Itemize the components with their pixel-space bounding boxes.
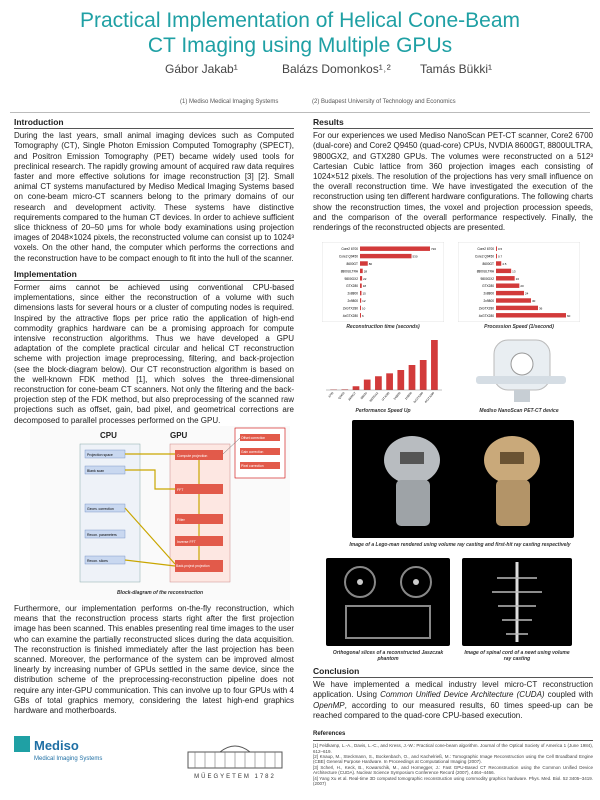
bar [397,370,404,390]
svg-text:Mediso: Mediso [34,738,79,753]
svg-text:Pixel correction: Pixel correction [241,464,264,468]
bar [353,386,360,390]
lego-caption: Image of a Lego-man rendered using volume ray casting and first-hit ray casting respectively [349,542,571,548]
bar-value-label: 15 [362,291,366,296]
reference-1: [1] Feldkamp, L.-A., Davis, L.-C., and Kress, J.-W.: Practical cone-beam algorithm. Journal of the Optical Society of America 1 (June 1984), 612–619. [313,743,593,754]
chart-recon-time [322,242,444,322]
bar-value-label: 22 [363,276,367,281]
intro-heading: Introduction [14,117,294,129]
block-diagram [30,426,290,600]
bar [360,283,362,287]
gpu-label: GPU [170,431,188,440]
bar-value-label: 0.7 [498,254,503,259]
spine-image [462,558,572,646]
svg-text:Blank scan: Blank scan [87,469,105,473]
bar [431,340,438,390]
bar-value-label: 20 [520,284,524,289]
reference-4: [4] Yang Xu et al. Real-time 3D computed tomographic reconstruction using commodity graphics hardware. Phys. Med. Biol. 52 3405–3419. (2007) [313,775,593,787]
bar-label: 2x9800 [403,391,413,401]
bar [496,254,497,258]
bar-value-label: 13 [512,269,516,274]
diagram-caption: Block-diagram of the reconstruction [116,590,204,596]
pet-ct-device-image [466,336,576,406]
left-column [14,117,294,431]
spine-caption: Image of spinal cord of a newt using volume ray casting [464,650,570,662]
bar-value-label: 28 [363,269,368,274]
bar-value-label: 0.5 [498,247,503,252]
device-caption: Mediso NanoScan PET-CT device [479,408,559,414]
bar-label: 2x8800 [483,291,494,296]
bar [364,380,371,390]
right-column [313,117,593,238]
references-section [313,729,593,786]
bar [386,373,393,390]
author-3: Tamás Bükki¹ [420,62,493,76]
chart-procession-speed [458,242,580,322]
svg-text:Back-project projection: Back-project projection [176,564,210,568]
bar-value-label: 12 [362,298,366,303]
svg-text:Recon. slices: Recon. slices [87,559,108,563]
bar-label: 2xGTX280 [478,306,494,311]
svg-text:MŰEGYETEM 1782: MŰEGYETEM 1782 [194,774,276,780]
slices-caption: Orthogonal slices of a reconstructed Jaszczak phantom [332,650,444,662]
svg-text:Projection space: Projection space [87,453,113,457]
conclusion-section [313,666,593,726]
bar-label: 2x9800 [347,298,358,303]
chart-speedup [322,336,444,406]
svg-text:FFT: FFT [177,488,184,492]
bme-logo [170,736,300,782]
author-2: Balázs Domonkos¹˒² [282,62,391,76]
bar-label: Q9450 [337,391,346,401]
lego-renders-image [352,420,574,538]
bar-label: 8800ULTRA [340,269,358,274]
results-text: For our experiences we used Mediso NanoScan PET-CT scanner, Core2 6700 (dual-core) and Core2 Q9450 (quad-core) CPUs, NVDIA 8600GT, 8800ULTRA, 9800GX2, and GTX280 GPUs. The volumes were reconstructed on a 512³ Cartesian Cubic lattice from 360 projection images each consisting of 1024×512 pixels. The resolution of the projections has very small influence on the overall reconstruction time. We have investigated the execution of the reconstruction using ten different hardware configurations. The following charts show the reconstruction times, the voxel and projection procession speeds, and the comparison of the overall performance respectively. Finally, the renderings of the reconstructed objects are presented. [313,131,593,233]
cpu-label: CPU [100,431,117,440]
bar [409,365,416,390]
bar-value-label: 80 [368,261,373,266]
bar [360,306,361,310]
chart3-caption: Performance Speed Up [355,408,411,414]
impl-heading: Implementation [14,269,294,281]
bar-label: 8800U [359,391,368,400]
bar-label: 8600GT [347,391,357,402]
bar-label: Core2 Q9450 [338,254,358,259]
mediso-logo [14,730,124,770]
bar-label: Core2 Q9450 [474,254,494,259]
bar-label: 4xGTX280 [342,313,358,318]
bar-label: Core2 6700 [477,247,494,252]
svg-text:Filter: Filter [177,518,185,522]
bar [420,360,427,390]
bar-value-label: 10 [362,306,366,311]
bar-label: Core2 6700 [341,247,358,252]
bar-value-label: 30 [532,298,536,303]
bar-label: 8600GT [482,261,494,266]
intro-text: During the last years, small animal imaging devices such as Computed Tomography (CT), Single Photon Emission Computed Tomography (SPECT), and Positron Emission Tomography (PET) became widely used tools for preclinical research. The rapidly growing amount of acquired raw data requires faster and more effective solutions for image reconstruction [3] [2]. Small animal CT systems manufactured by Mediso Medical Imaging Systems based on cone-beam micro-CT scanners belong to the primary domains of our research and development activity. These systems have distinctive requirements compared to the human CT devices. In order to achieve sufficient slice thickness of 20–50 μms for whole body examinations using projection images of 2048×1024 pixels, the reconstructed volume can consist up to 1024³ voxels. On the other hand, the computer which performs the corrections and the reconstruction have to be compact enough to fit into the hull of the scanner. [14,131,294,263]
bar-value-label: 16 [515,276,520,281]
bar [496,291,524,295]
bar-label: 9800GX2 [480,276,494,281]
bar [360,313,361,317]
svg-text:Inverse FFT: Inverse FFT [177,540,196,544]
conclusion-text: We have implemented a medical industry level micro-CT reconstruction application. Using Common Unified Device Architecture (CUDA) coupled with OpenMP, according to our measured results, 60 times speed-up can be reached compared to the quad-core CPU-based execution. [313,680,593,720]
bar-label: 4xGTX280 [478,313,494,318]
title-line-2: CT Imaging using Multiple GPUs [147,34,453,57]
chart1-caption: Reconstruction time (seconds) [346,324,420,330]
bar [360,254,412,258]
bar [496,298,531,302]
bar [360,246,430,250]
bar [360,261,368,265]
affiliation-2: (2) Budapest University of Technology and Economics [312,99,456,105]
bar [360,298,361,302]
references-heading: References [313,729,593,741]
bar-label: 9800GX2 [344,276,358,281]
impl-text: Former aims cannot be achieved using conventional CPU-based implementations, since either the reconstruction of a volume with such dimensions lasts for several hours or a cluster of computing nodes is required. Inspired by the attractive flops per price ratio the application of high-end commodity graphics hardware can be a promising approach for compute intensive reconstruction algorithms. Thus we have developed a GPU adaptation of the complete practical circular and helical CT reconstruction scheme with projection image preprocessing, filtering, and back-projection (see the block-diagram below). Our CT reconstruction algorithm is based on the well-known FDK method [1], which solves the three-dimensional reconstruction for cone-beam CT scanners. Not only the filtering and the back-projection step of the FDK method, but also preprocessing of the scanned raw projections such as offset, gain, bad pixel, and geometrical corrections are decomposed to parallel processes performed on the GPU. [14,283,294,425]
poster-title [0,8,600,58]
bar-value-label: 530 [412,254,418,259]
bar-label: 2x8800 [347,291,358,296]
svg-text:Geom. correction: Geom. correction [87,507,114,511]
bar-label: 2x9800 [483,298,494,303]
left-column-2 [14,604,294,721]
svg-text:Compute projection: Compute projection [177,454,208,458]
title-line-1: Practical Implementation of Helical Cone-Beam [79,9,521,32]
conclusion-heading: Conclusion [313,666,593,678]
bar-label: 8800ULTRA [476,269,494,274]
bar-label: 6700 [327,391,335,399]
affiliation-1: (1) Mediso Medical Imaging Systems [180,99,279,105]
bar-label: 2x8800 [392,391,402,401]
jaszczak-slices-image [326,558,450,646]
chart2-caption: Procession Speed (1/second) [484,324,554,330]
bar-value-label: 60 [567,313,571,318]
svg-text:Recon. parameters: Recon. parameters [87,533,117,537]
bar-value-label: 4.5 [502,261,507,266]
bar-value-label: 720 [431,247,437,252]
header-divider [10,112,590,113]
bar [360,291,361,295]
bar-label: 2xGTX280 [342,306,358,311]
reference-3: [3] Scherl, H., Keck, B., Kowarschik, M., and Hornegger, J.: Fast GPU-Based CT Reconstruction using the Common Unified Device Architecture (CUDA). Nuclear Science Symposium Conference Record (2007), 4464–4466. [313,764,593,776]
bar-value-label: 36 [539,306,543,311]
bar [360,269,363,273]
bar [360,276,362,280]
author-1: Gábor Jakab¹ [165,62,238,76]
bar [375,376,382,390]
bar-label: GTX280 [380,391,391,402]
bar [496,246,497,250]
bar-value-label: 18 [362,284,367,289]
reference-2: [2] Knaup, M., Steckmann, S., Bockenbach, O., and Kachelrieß, M.: Tomographic Image Reconstruction using the Cell Broadband Engine (CBE) General Purpose Hardware. In Proceedings at Computational Imaging (2007). [313,754,593,765]
bar-value-label: 6 [362,313,364,318]
svg-text:Offset correction: Offset correction [241,436,266,440]
bar-label: GTX280 [482,284,494,289]
svg-text:Medical Imaging Systems: Medical Imaging Systems [34,756,103,762]
impl-text-2: Furthermore, our implementation performs on-the-fly reconstruction, which means that the reconstruction process starts right after the first projection image has been scanned. This enables presenting real time images to the user who can examine the partially reconstructed slices during the data acquisition. The reconstruction is finished immediately after the last projection has been scanned. Moreover, the performance of the system can be improved almost linearly by increasing number of GPUs settled in the same device, since the distribution scheme of the preprocessing-reconstruction pipeline does not require any inter-GPU communication. This can involve up to four GPUs with 4 GBs of total graphics memory, considering the latest high-end graphics hardware and motherboards. [14,604,294,716]
bar-label: 8600GT [346,261,358,266]
bar [496,313,566,317]
bar-label: 9800GX2 [368,391,380,403]
bar [496,276,515,280]
bar-label: 2xGTX280 [412,391,424,404]
bar [496,269,511,273]
bar [496,306,538,310]
bar [496,283,519,287]
svg-text:Gain correction: Gain correction [241,450,264,454]
bar-label: 4xGTX280 [423,391,436,404]
bar-label: GTX280 [346,284,358,289]
bar-value-label: 24 [525,291,529,296]
bar [496,261,501,265]
results-heading: Results [313,117,593,129]
